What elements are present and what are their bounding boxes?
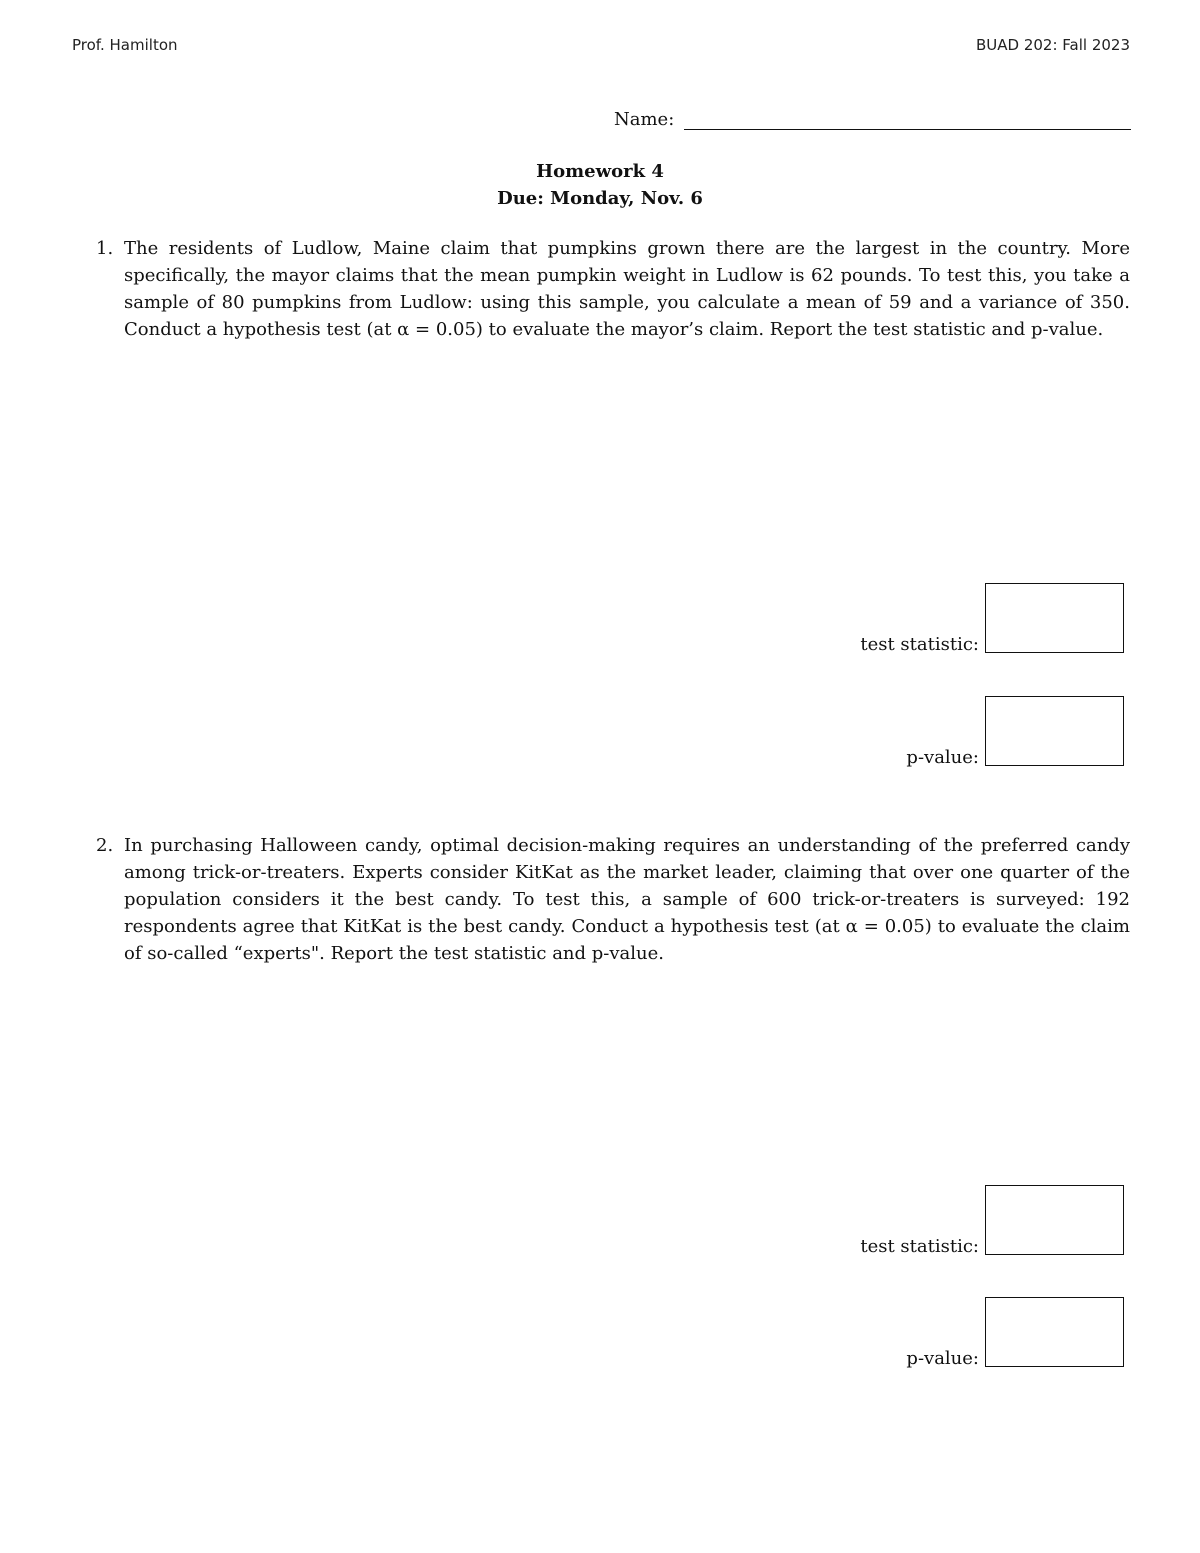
p-value-label: p-value: bbox=[906, 747, 979, 768]
problem-2-test-statistic-row bbox=[860, 1185, 1124, 1255]
problem-2 bbox=[96, 832, 1130, 967]
test-statistic-label: test statistic: bbox=[860, 1236, 979, 1257]
p-value-label: p-value: bbox=[906, 1348, 979, 1369]
test-statistic-answer-box[interactable] bbox=[985, 583, 1124, 653]
problem-1 bbox=[96, 235, 1130, 343]
header-course: BUAD 202: Fall 2023 bbox=[975, 36, 1130, 54]
name-field-row bbox=[614, 109, 1131, 130]
homework-title: Homework 4 bbox=[536, 161, 664, 182]
problem-text: The residents of Ludlow, Maine claim that pumpkins grown there are the largest in the country. More specifically, the mayor claims that the mean pumpkin weight in Ludlow is 62 pounds. To test this, you take a sample of 80 pumpkins from Ludlow: using this sample, you calculate a mean of 59 and a variance of 350. Conduct a hypothesis test (at α = 0.05) to evaluate the mayor’s claim. Report the test statistic and p-value. bbox=[124, 238, 1130, 340]
title-block bbox=[0, 158, 1200, 212]
problem-number: 2. bbox=[96, 835, 114, 856]
name-blank-line[interactable] bbox=[684, 113, 1131, 130]
problem-1-p-value-row bbox=[906, 696, 1124, 766]
test-statistic-label: test statistic: bbox=[860, 634, 979, 655]
due-date: Due: Monday, Nov. 6 bbox=[497, 188, 703, 209]
problem-2-p-value-row bbox=[906, 1297, 1124, 1367]
test-statistic-answer-box[interactable] bbox=[985, 1185, 1124, 1255]
problem-1-test-statistic-row bbox=[860, 583, 1124, 653]
problem-text: In purchasing Halloween candy, optimal decision-making requires an understanding of the preferred candy among trick-or-treaters. Experts consider KitKat as the market leader, claiming that over one quarter of the population considers it the best candy. To test this, a sample of 600 trick-or-treaters is surveyed: 192 respondents agree that KitKat is the best candy. Conduct a hypothesis test (at α = 0.05) to evaluate the claim of so-called “experts". Report the test statistic and p-value. bbox=[124, 835, 1130, 964]
header-instructor: Prof. Hamilton bbox=[72, 36, 178, 54]
p-value-answer-box[interactable] bbox=[985, 1297, 1124, 1367]
name-label: Name: bbox=[614, 109, 675, 130]
problem-number: 1. bbox=[96, 238, 114, 259]
p-value-answer-box[interactable] bbox=[985, 696, 1124, 766]
